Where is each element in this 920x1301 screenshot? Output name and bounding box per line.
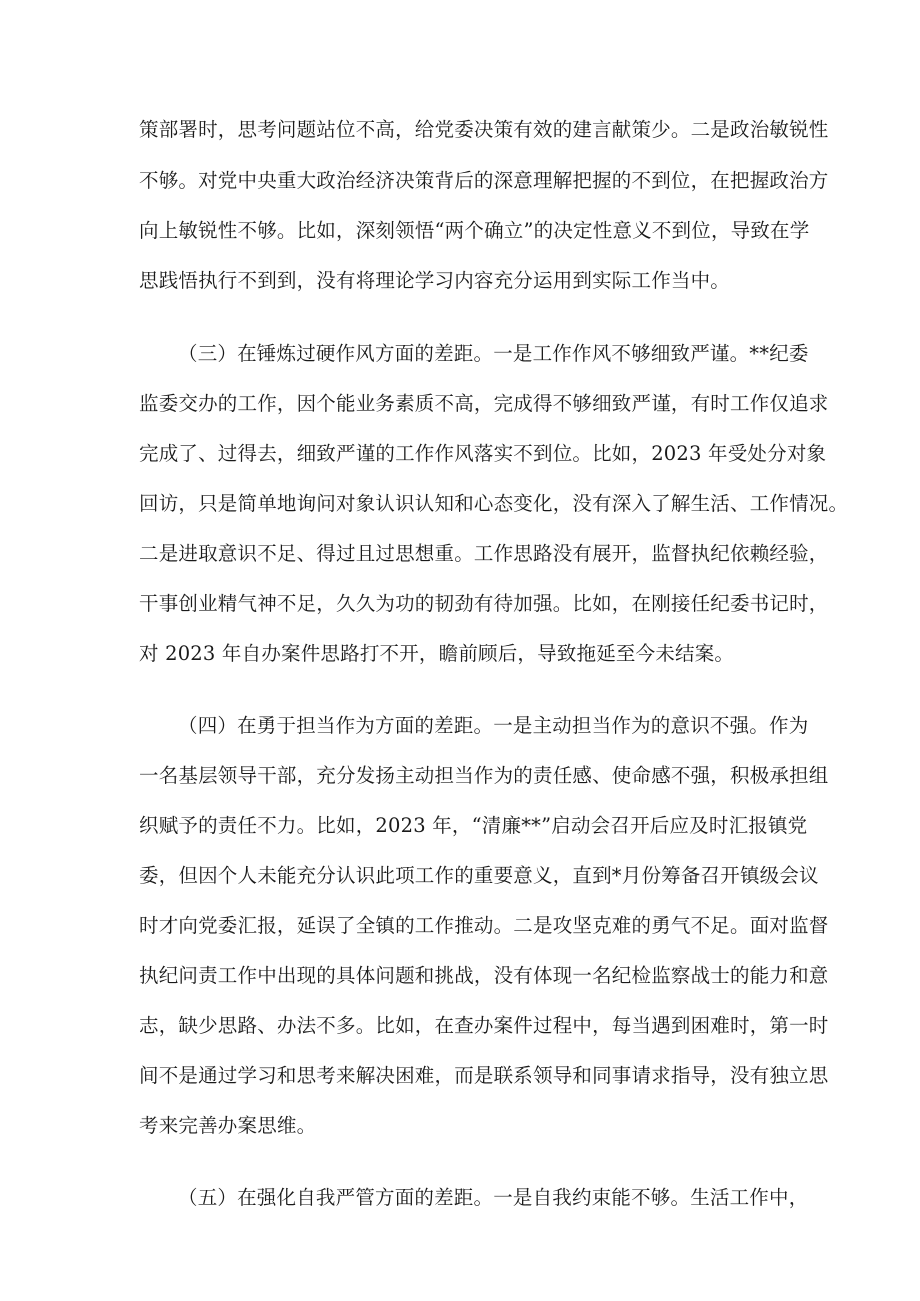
section-heading-line: （三）在锤炼过硬作风方面的差距。一是工作作风不够细致严谨。**纪委 xyxy=(178,342,809,365)
section-heading-line: （四）在勇于担当作为方面的差距。一是主动担当作为的意识不强。作为 xyxy=(178,714,809,737)
text-line: 回访，只是简单地询问对象认识认知和心态变化，没有深入了解生活、工作情况。 xyxy=(139,492,849,515)
text-line: 间不是通过学习和思考来解决困难，而是联系领导和同事请求指导，没有独立思 xyxy=(139,1064,829,1087)
text-line: 志，缺少思路、办法不多。比如，在查办案件过程中，每当遇到困难时，第一时 xyxy=(139,1014,829,1037)
section-heading-line: （五）在强化自我严管方面的差距。一是自我约束能不够。生活工作中， xyxy=(178,1186,809,1209)
text-line: 一名基层领导干部，充分发扬主动担当作为的责任感、使命感不强，积极承担组 xyxy=(139,764,829,787)
text-line: 监委交办的工作，因个能业务素质不高，完成得不够细致严谨，有时工作仅追求 xyxy=(139,392,829,415)
text-line: 对 2023 年自办案件思路打不开，瞻前顾后，导致拖延至今未结案。 xyxy=(139,642,735,665)
text-line: 委，但因个人未能充分认识此项工作的重要意义，直到*月份筹备召开镇级会议 xyxy=(139,864,819,887)
text-line: 策部署时，思考问题站位不高，给党委决策有效的建言献策少。二是政治敏锐性 xyxy=(139,118,829,141)
text-line: 时才向党委汇报，延误了全镇的工作推动。二是攻坚克难的勇气不足。面对监督 xyxy=(139,914,829,937)
text-line: 干事创业精气神不足，久久为功的韧劲有待加强。比如，在刚接任纪委书记时， xyxy=(139,592,829,615)
text-line: 完成了、过得去，细致严谨的工作作风落实不到位。比如，2023 年受处分对象 xyxy=(139,442,827,465)
text-line: 考来完善办案思维。 xyxy=(139,1114,317,1137)
text-line: 执纪问责工作中出现的具体问题和挑战，没有体现一名纪检监察战士的能力和意 xyxy=(139,964,829,987)
text-line: 不够。对党中央重大政治经济决策背后的深意理解把握的不到位，在把握政治方 xyxy=(139,169,829,192)
text-line: 二是进取意识不足、得过且过思想重。工作思路没有展开，监督执纪依赖经验， xyxy=(139,542,829,565)
text-line: 织赋予的责任不力。比如，2023 年，“清廉**”启动会召开后应及时汇报镇党 xyxy=(139,814,808,837)
text-line: 思践悟执行不到到，没有将理论学习内容充分运用到实际工作当中。 xyxy=(139,269,731,292)
text-line: 向上敏锐性不够。比如，深刻领悟“两个确立”的决定性意义不到位，导致在学 xyxy=(139,219,810,242)
